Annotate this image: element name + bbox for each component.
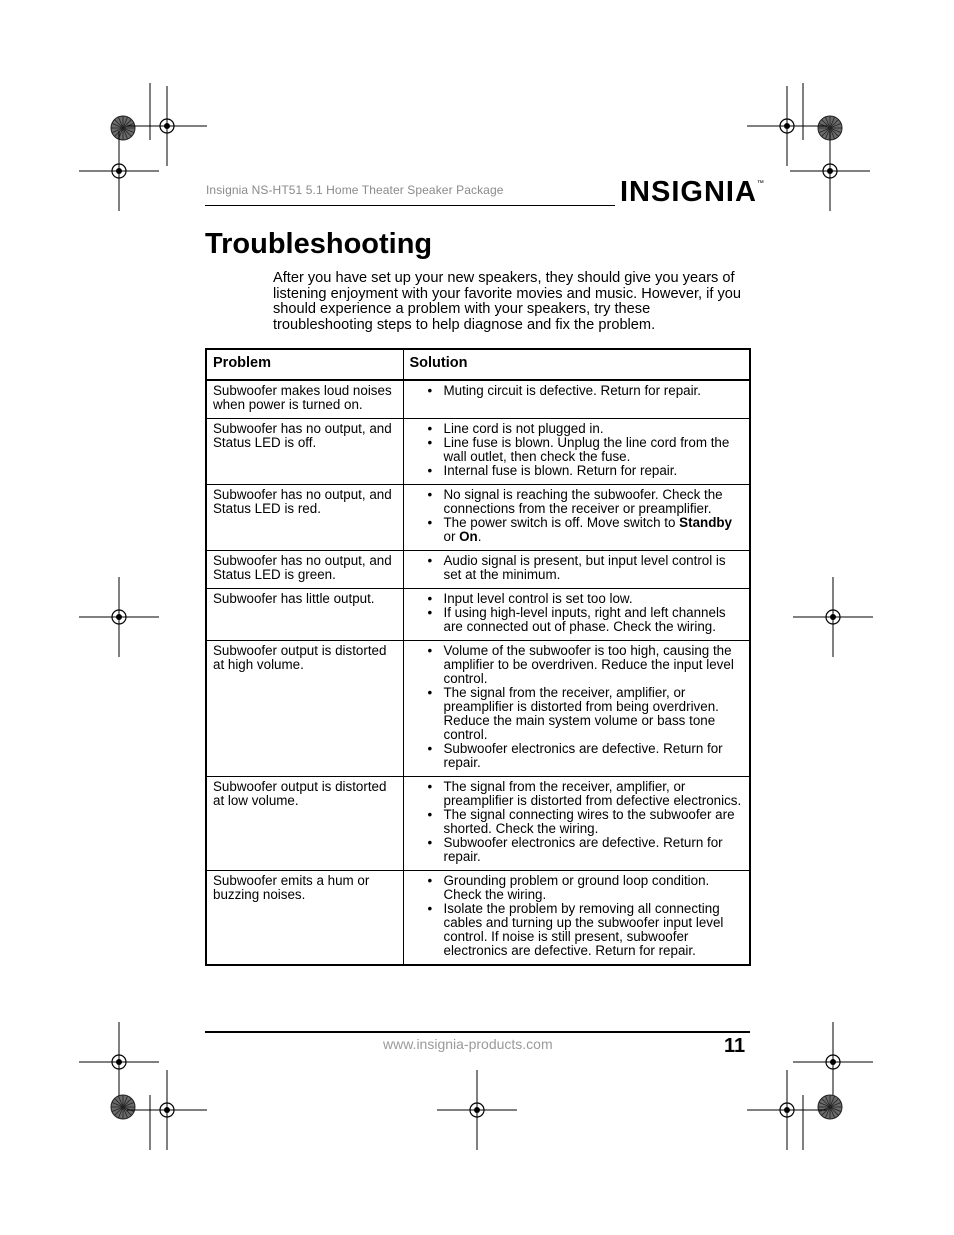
table-row xyxy=(206,589,750,641)
problem-cell: Subwoofer has no output, and Status LED is red. xyxy=(206,485,403,551)
solution-item: • Subwoofer electronics are defective. Return for repair. xyxy=(410,836,744,864)
table-row xyxy=(206,551,750,589)
solution-item: • Audio signal is present, but input level control is set at the minimum. xyxy=(410,554,744,582)
problem-cell: Subwoofer output is distorted at high volume. xyxy=(206,641,403,777)
table-header-row xyxy=(206,349,750,380)
solution-cell xyxy=(403,485,750,551)
table-row xyxy=(206,419,750,485)
solution-item: • The signal from the receiver, amplifier, or preamplifier is distorted from defective electronics. xyxy=(410,780,744,808)
logo-trademark: ™ xyxy=(756,180,764,187)
solution-cell xyxy=(403,551,750,589)
solution-item-power-switch xyxy=(410,516,744,544)
header-product-line: Insignia NS-HT51 5.1 Home Theater Speaker Package xyxy=(206,183,504,197)
table-row xyxy=(206,641,750,777)
solution-item: • Input level control is set too low. xyxy=(410,592,744,606)
table-row xyxy=(206,380,750,419)
solution-item: • Muting circuit is defective. Return for repair. xyxy=(410,384,744,398)
solution-cell xyxy=(403,589,750,641)
troubleshooting-table xyxy=(205,348,751,966)
solution-cell xyxy=(403,641,750,777)
header-divider xyxy=(205,205,615,206)
on-label: On xyxy=(459,529,478,544)
solution-cell xyxy=(403,380,750,419)
standby-label: Standby xyxy=(679,515,732,530)
solution-item: • No signal is reaching the subwoofer. Check the connections from the receiver or preamplifier. xyxy=(410,488,744,516)
column-header-solution: Solution xyxy=(403,349,750,380)
solution-item: • If using high-level inputs, right and left channels are connected out of phase. Check the wiring. xyxy=(410,606,744,634)
solution-item: • Line cord is not plugged in. xyxy=(410,422,744,436)
solution-item: • The signal from the receiver, amplifier, or preamplifier is distorted from being overdriven. Reduce the main system volume or bass tone control. xyxy=(410,686,744,742)
power-switch-text: The power switch is off. Move switch to xyxy=(443,515,680,530)
intro-paragraph: After you have set up your new speakers, they should give you years of listening enjoyment with your favorite movies and music. However, if you should experience a problem with your speakers, try these troubleshooting steps to help diagnose and fix the problem. xyxy=(273,270,742,333)
problem-cell: Subwoofer has no output, and Status LED is off. xyxy=(206,419,403,485)
table-row xyxy=(206,871,750,966)
solution-item: • Line fuse is blown. Unplug the line cord from the wall outlet, then check the fuse. xyxy=(410,436,744,464)
footer-url[interactable]: www.insignia-products.com xyxy=(383,1036,553,1052)
footer-divider xyxy=(205,1031,750,1033)
solution-item: • Internal fuse is blown. Return for repair. xyxy=(410,464,744,478)
solution-item: • Isolate the problem by removing all connecting cables and turning up the subwoofer input level control. If noise is still present, subwoofer electronics are defective. Return for repair. xyxy=(410,902,744,958)
problem-cell: Subwoofer has no output, and Status LED is green. xyxy=(206,551,403,589)
solution-cell xyxy=(403,419,750,485)
solution-item: • Grounding problem or ground loop condition. Check the wiring. xyxy=(410,874,744,902)
insignia-logo xyxy=(620,178,764,207)
solution-cell xyxy=(403,777,750,871)
period-text: . xyxy=(477,529,482,544)
problem-cell: Subwoofer output is distorted at low volume. xyxy=(206,777,403,871)
solution-item: • Volume of the subwoofer is too high, causing the amplifier to be overdriven. Reduce the input level control. xyxy=(410,644,744,686)
page-number: 11 xyxy=(724,1035,746,1057)
solution-cell xyxy=(403,871,750,966)
column-header-problem: Problem xyxy=(206,349,403,380)
solution-item: • The signal connecting wires to the subwoofer are shorted. Check the wiring. xyxy=(410,808,744,836)
problem-cell: Subwoofer has little output. xyxy=(206,589,403,641)
table-row xyxy=(206,485,750,551)
problem-cell: Subwoofer emits a hum or buzzing noises. xyxy=(206,871,403,966)
table-row xyxy=(206,777,750,871)
logo-text: INSIGNIA xyxy=(620,176,757,208)
solution-item: • Subwoofer electronics are defective. Return for repair. xyxy=(410,742,744,770)
page-title: Troubleshooting xyxy=(205,228,433,260)
or-text: or xyxy=(443,529,460,544)
problem-cell: Subwoofer makes loud noises when power is turned on. xyxy=(206,380,403,419)
